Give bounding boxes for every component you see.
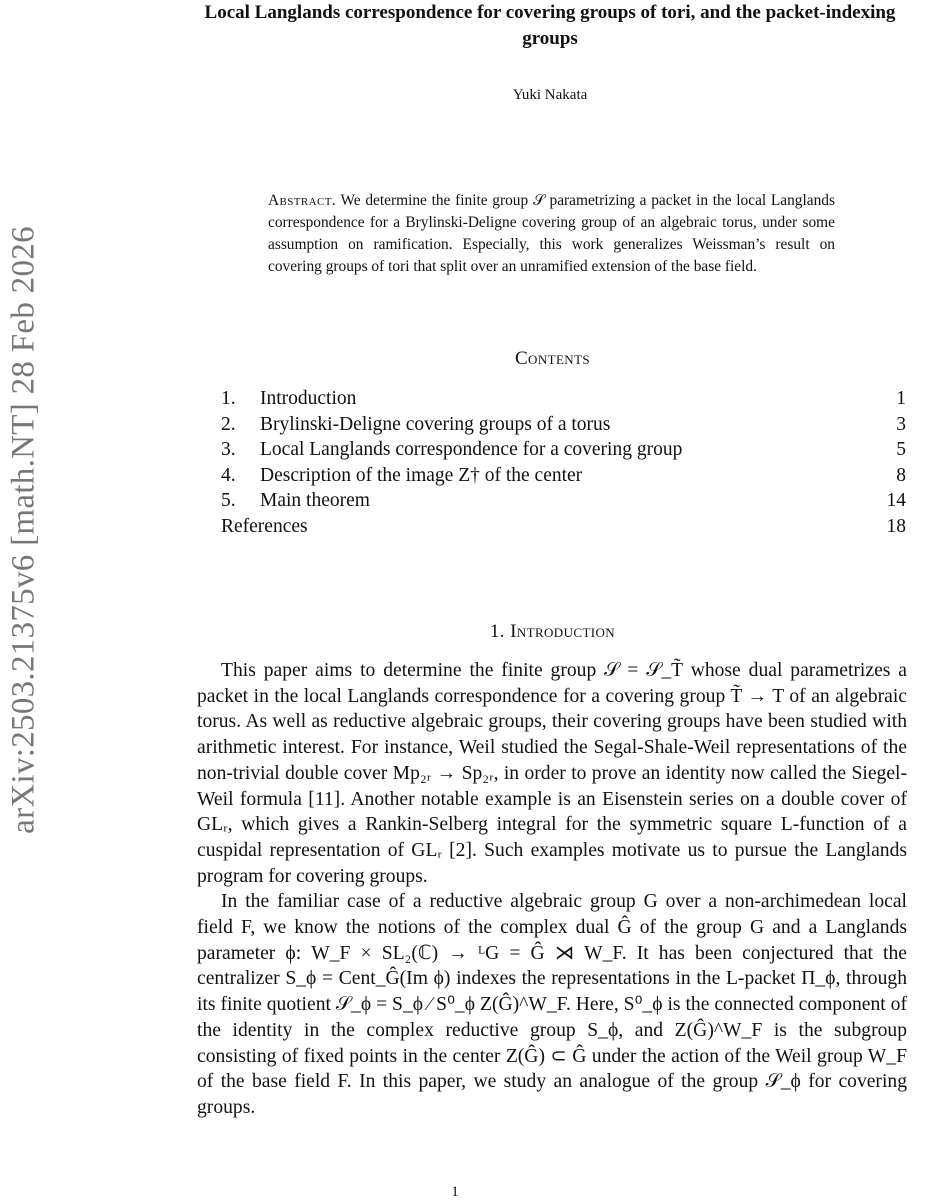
section-heading: 1. Introduction xyxy=(489,621,616,642)
toc-title: Introduction xyxy=(260,388,357,409)
page-number: 1 xyxy=(451,1184,459,1200)
toc-page: 5 xyxy=(896,439,906,460)
toc-page: 18 xyxy=(886,515,906,537)
toc-title: Brylinski-Deligne covering groups of a torus xyxy=(260,413,611,435)
author-name: Yuki Nakata xyxy=(512,87,588,103)
paragraph: This paper aims to determine the finite group 𝒮 = 𝒮_T̃ whose dual parametrizes a packet in the local Langlands correspondence for a covering group T̃ → T of an algebraic torus. As well as reductive algebraic groups, their covering groups have been studied with arithmetic interest. For instance, Weil studied the Segal-Shale-Weil representations of the non-trivial double cover Mp₂ᵣ → Sp₂ᵣ, in order to prove an identity now called the Siegel-Weil formula [11]. Another notable example is an Eisenstein series on a double cover of GLᵣ, which gives a Rankin-Selberg integral for the symmetric square L-function of a cuspidal representation of GLᵣ [2]. Such examples motivate us to pursue the Langlands program for covering groups. xyxy=(197,660,907,887)
toc-entry-brylinski-deligne[interactable] xyxy=(221,412,906,438)
arxiv-sidebar xyxy=(4,160,44,900)
abstract-label: Abstract. xyxy=(268,192,337,209)
paper-title: Local Langlands correspondence for covering groups of tori, and the packet-indexing groups xyxy=(204,2,896,49)
toc-title: Local Langlands correspondence for a covering group xyxy=(260,439,683,460)
abstract-text: We determine the finite group 𝒮 parametrizing a packet in the local Langlands correspondence for a Brylinski-Deligne covering group of an algebraic torus, under some assumption on ramification. Especially, this work generalizes Weissman’s result on covering groups of tori that split over an unramified extension of the base field. xyxy=(268,192,835,275)
toc-page: 14 xyxy=(886,490,906,511)
toc-title: Main theorem xyxy=(260,490,370,511)
toc-number: 1. xyxy=(221,388,236,409)
toc-number: 2. xyxy=(221,413,236,435)
abstract xyxy=(268,190,835,278)
toc-number: 4. xyxy=(221,464,236,486)
table-of-contents xyxy=(221,386,906,539)
toc-entry-local-langlands[interactable] xyxy=(221,437,906,463)
toc-title: References xyxy=(221,515,308,537)
toc-entry-references[interactable] xyxy=(221,514,906,540)
section-body xyxy=(197,658,907,1121)
toc-page: 1 xyxy=(896,388,906,409)
toc-entry-main-theorem[interactable] xyxy=(221,488,906,514)
arxiv-identifier: arXiv:2503.21375v6 [math.NT] 28 Feb 2026 xyxy=(5,226,42,834)
toc-page: 8 xyxy=(896,464,906,486)
paragraph: In the familiar case of a reductive algebraic group G over a non-archimedean local field F, we know the notions of the complex dual Ĝ of the group G and a Langlands parameter ϕ: W_F × SL₂(ℂ) → ᴸG = Ĝ ⋊ W_F. It has been conjectured that the centralizer S_ϕ = Cent_Ĝ(Im ϕ) indexes the representations in the L-packet Π_ϕ, through its finite quotient 𝒮_ϕ = S_ϕ ⁄ S⁰_ϕ Z(Ĝ)^W_F. Here, S⁰_ϕ is the connected component of the identity in the complex reductive group S_ϕ, and Z(Ĝ)^W_F is the subgroup consisting of fixed points in the center Z(Ĝ) ⊂ Ĝ under the action of the Weil group W_F of the base field F. In this paper, we study an analogue of the group 𝒮_ϕ for covering groups. xyxy=(197,891,907,1118)
toc-number: 5. xyxy=(221,490,236,511)
toc-page: 3 xyxy=(896,413,906,435)
toc-title: Description of the image Z† of the center xyxy=(260,464,583,486)
toc-entry-introduction[interactable] xyxy=(221,386,906,412)
contents-heading: Contents xyxy=(514,348,591,369)
toc-number: 3. xyxy=(221,439,236,460)
toc-entry-description-center[interactable] xyxy=(221,463,906,489)
